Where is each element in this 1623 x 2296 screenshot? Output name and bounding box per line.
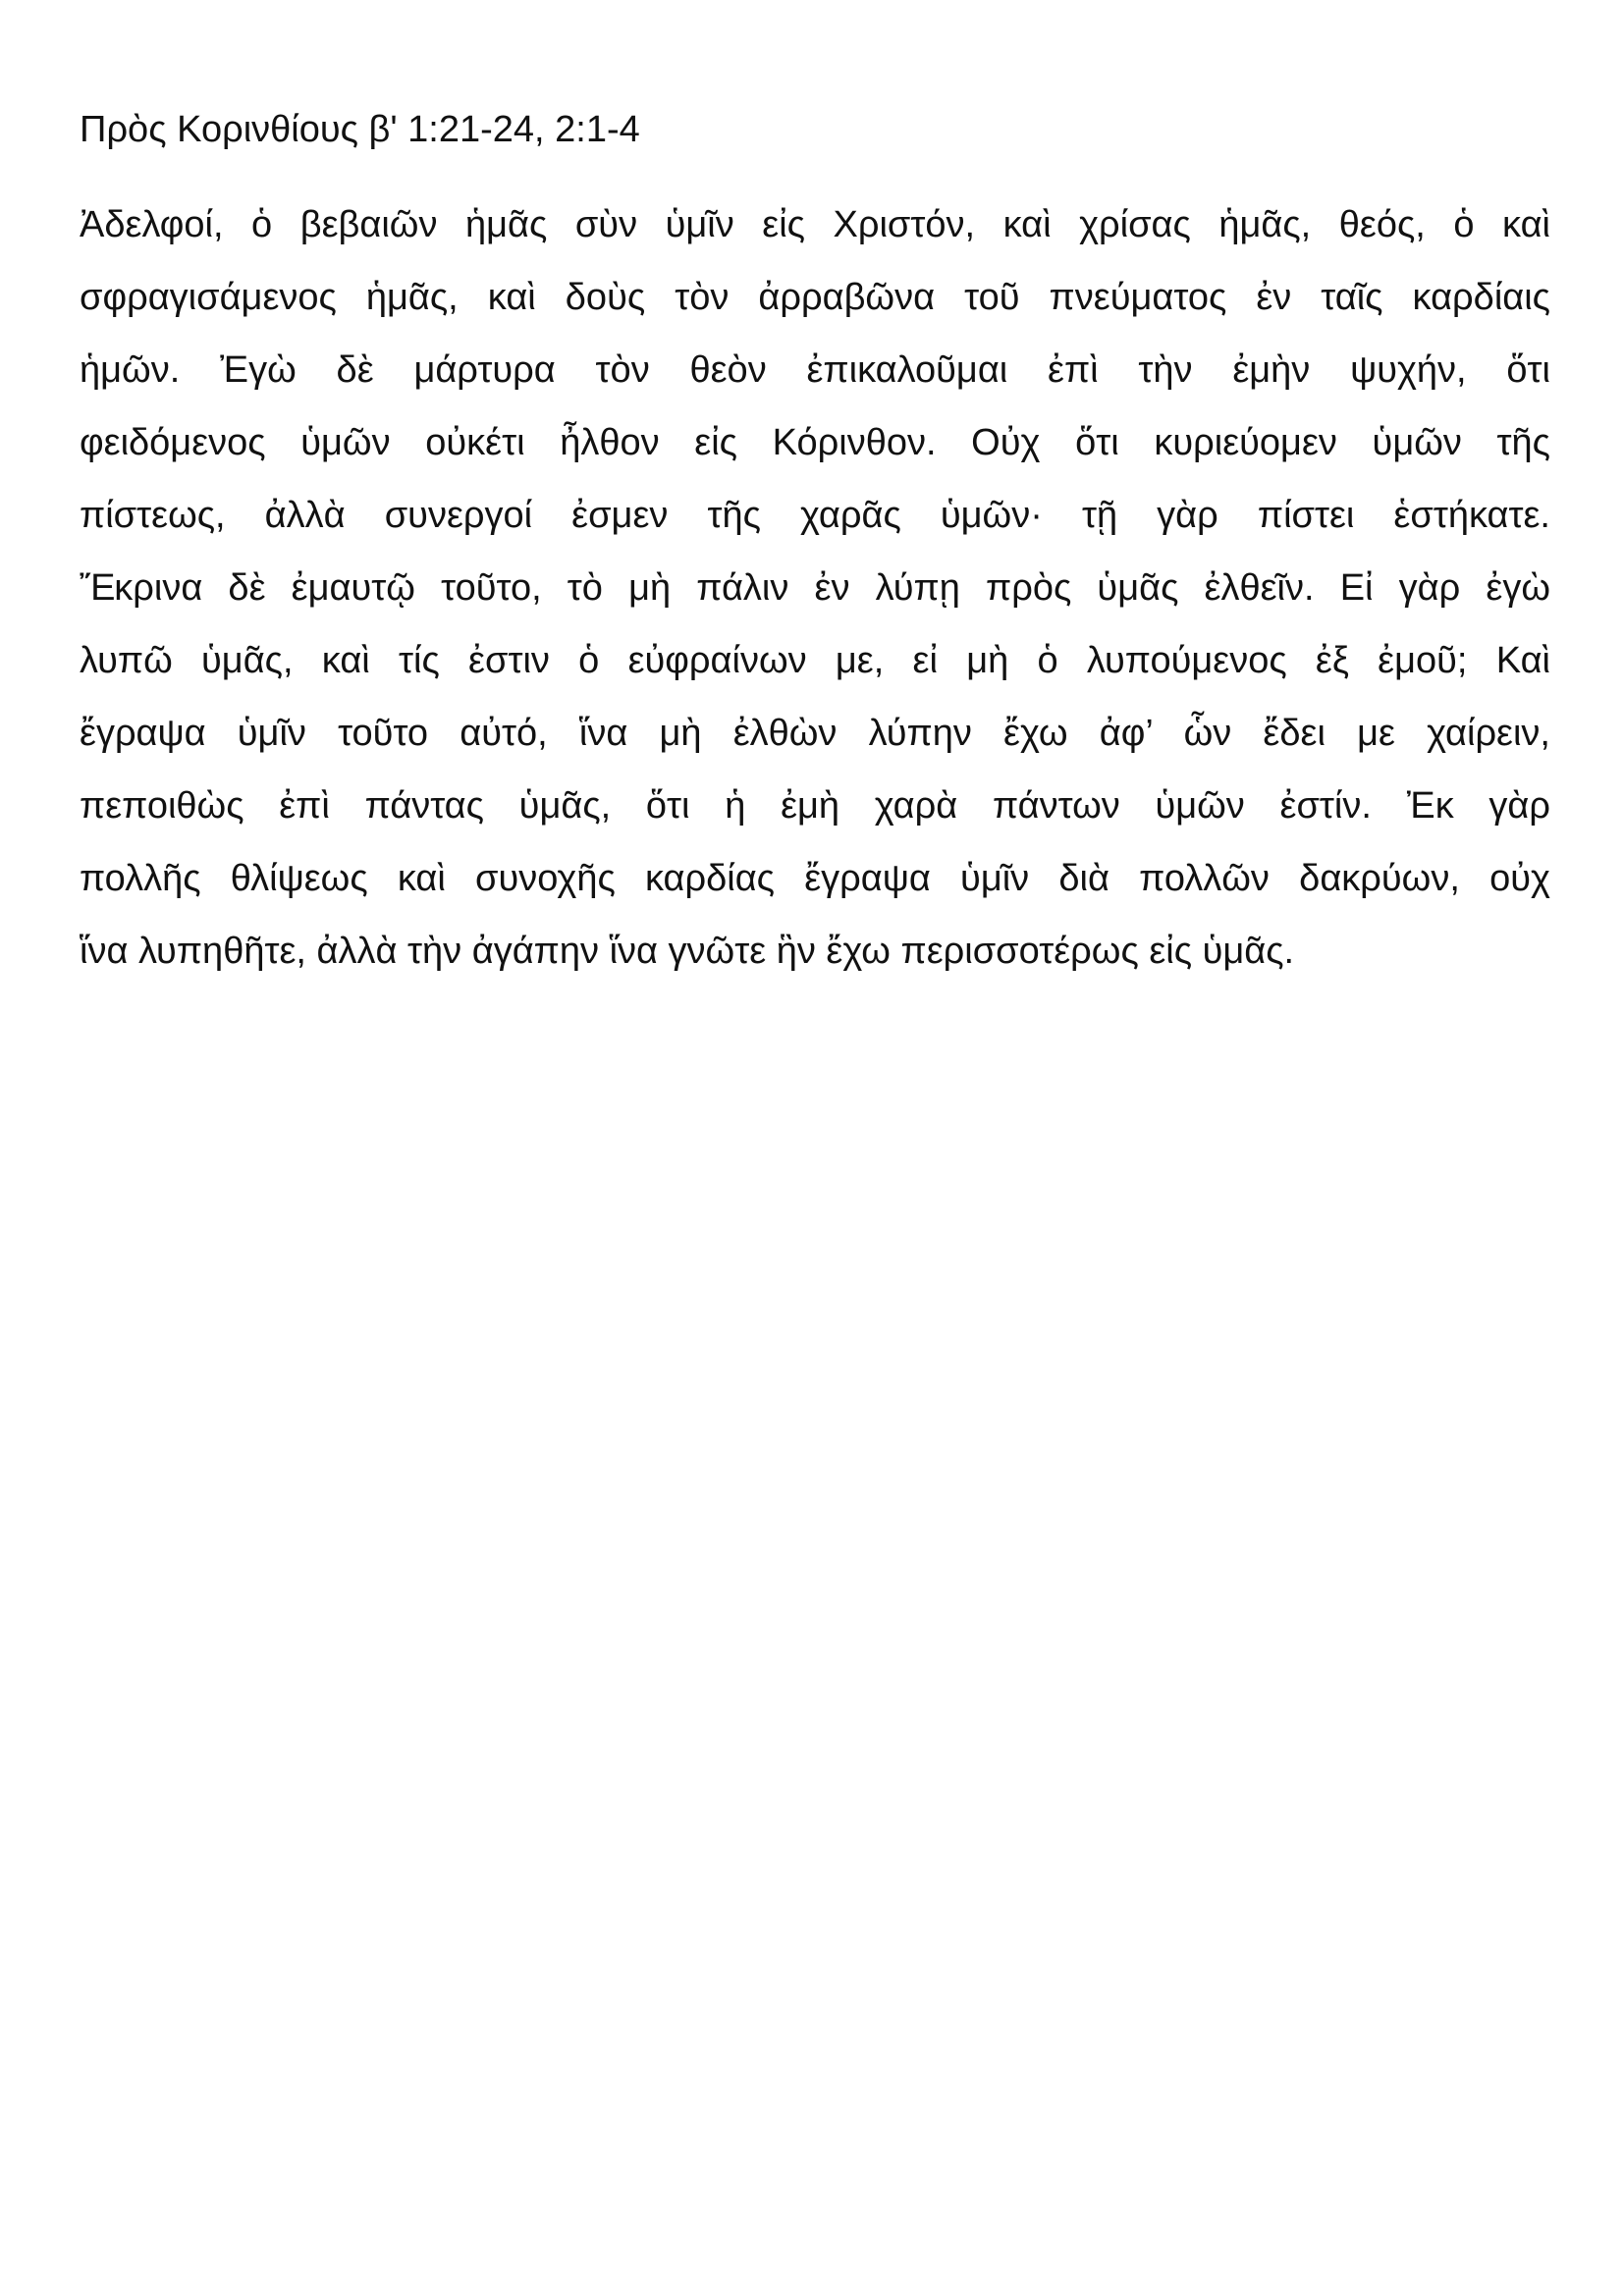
passage-text xyxy=(80,188,1550,988)
passage-line: Ἀδελφοί, ὁ βεβαιῶν ἡμᾶς σὺν ὑμῖν εἰς Χριστόν, καὶ χρίσας ἡμᾶς, θεός, ὁ καὶ xyxy=(80,204,1550,245)
passage-line: Ἔκρινα δὲ ἐμαυτῷ τοῦτο, τὸ μὴ πάλιν ἐν λύπῃ πρὸς ὑμᾶς ἐλθεῖν. Εἰ γὰρ ἐγὼ xyxy=(80,567,1550,609)
passage-line: πεποιθὼς ἐπὶ πάντας ὑμᾶς, ὅτι ἡ ἐμὴ χαρὰ πάντων ὑμῶν ἐστίν. Ἐκ γὰρ xyxy=(80,785,1550,827)
passage-reference-heading: Πρὸς Κορινθίους β' 1:21-24, 2:1-4 xyxy=(80,109,640,150)
passage-line: σφραγισάμενος ἡμᾶς, καὶ δοὺς τὸν ἀρραβῶνα τοῦ πνεύματος ἐν ταῖς καρδίαις xyxy=(80,277,1550,318)
passage-line: ἔγραψα ὑμῖν τοῦτο αὐτό, ἵνα μὴ ἐλθὼν λύπην ἔχω ἀφ’ ὧν ἔδει με χαίρειν, xyxy=(80,713,1550,754)
passage-line: ἡμῶν. Ἐγὼ δὲ μάρτυρα τὸν θεὸν ἐπικαλοῦμαι ἐπὶ τὴν ἐμὴν ψυχήν, ὅτι xyxy=(80,349,1550,391)
passage-line: φειδόμενος ὑμῶν οὐκέτι ἦλθον εἰς Κόρινθον. Οὐχ ὅτι κυριεύομεν ὑμῶν τῆς xyxy=(80,422,1550,463)
passage-line: λυπῶ ὑμᾶς, καὶ τίς ἐστιν ὁ εὐφραίνων με, εἰ μὴ ὁ λυπούμενος ἐξ ἐμοῦ; Καὶ xyxy=(80,640,1550,681)
passage-line: ἵνα λυπηθῆτε, ἀλλὰ τὴν ἀγάπην ἵνα γνῶτε ἣν ἔχω περισσοτέρως εἰς ὑμᾶς. xyxy=(80,931,1295,972)
passage-line: πίστεως, ἀλλὰ συνεργοί ἐσμεν τῆς χαρᾶς ὑμῶν· τῇ γὰρ πίστει ἑστήκατε. xyxy=(80,495,1550,536)
passage-line: πολλῆς θλίψεως καὶ συνοχῆς καρδίας ἔγραψα ὑμῖν διὰ πολλῶν δακρύων, οὐχ xyxy=(80,858,1550,899)
